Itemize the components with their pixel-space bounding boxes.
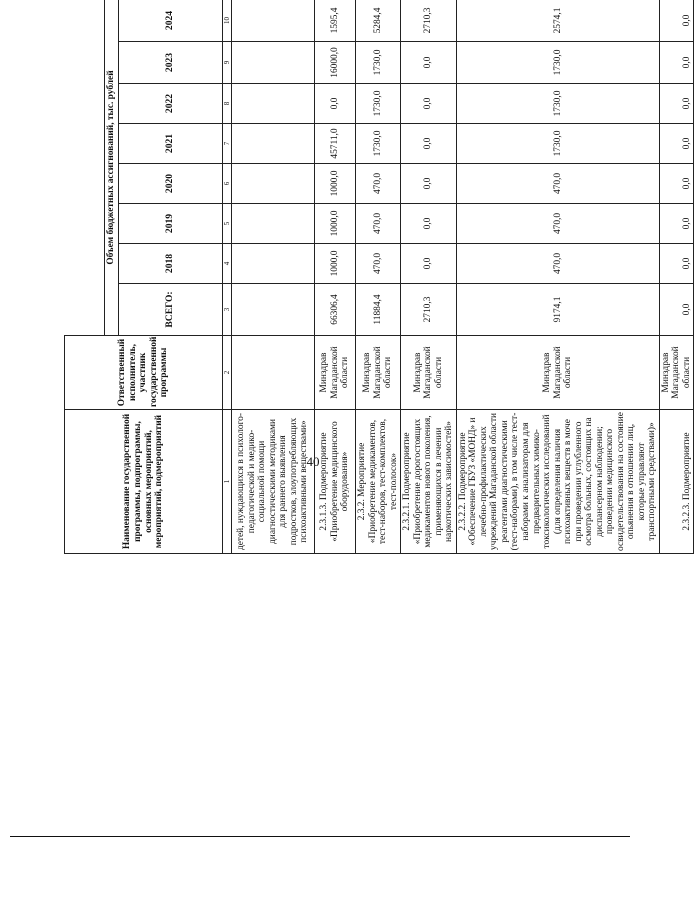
row-name: 2.3.2.1. Подмероприятие «Приобретение дорогостоящих медикаментов нового поколения, применяющихся в лечении наркотических зависимостей» [401, 410, 457, 554]
row-total: 9174,1 [456, 284, 659, 336]
row-value [232, 124, 315, 164]
row-value: 0,0 [401, 84, 457, 124]
row-value: 470,0 [356, 244, 401, 284]
row-value [232, 0, 315, 42]
row-total: 2710,3 [401, 284, 457, 336]
table-row [659, 0, 694, 554]
col-number: 1 [223, 410, 232, 554]
header-year: 2020 [119, 164, 223, 204]
col-number: 9 [223, 42, 232, 84]
row-executor: Минздрав Магаданской области [315, 336, 356, 410]
row-value [232, 204, 315, 244]
row-value: 1730,0 [356, 84, 401, 124]
col-number: 3 [223, 284, 232, 336]
table-row [315, 0, 356, 554]
row-value: 0,0 [659, 244, 694, 284]
row-value: 1000,0 [315, 204, 356, 244]
table-row [401, 0, 457, 554]
header-year: 2023 [119, 42, 223, 84]
row-value [232, 244, 315, 284]
row-name: 2.3.2.2. Подмероприятие «Обеспечение ГБУЗ «МОНД» и лечебно-профилактических учреждений Магаданской области реагентами диагностическими (тест-наборами), в том числе тест-наборами к анализаторам для предварительных химико-токсикологических исследований (для определения наличия психоактивных веществ в моче при проведении углубленного осмотра больных, состоящих на диспансерном наблюдении; проведении медицинского освидетельствования на состояние опьянения в отношении лиц, которые управляют транспортными средствами)» [456, 410, 659, 554]
row-value: 0,0 [659, 204, 694, 244]
row-value: 0,0 [659, 124, 694, 164]
header-year: 2018 [119, 244, 223, 284]
row-value: 0,0 [401, 42, 457, 84]
row-value: 1730,0 [456, 84, 659, 124]
row-value [232, 84, 315, 124]
table-row [356, 0, 401, 554]
col-number: 2 [223, 336, 232, 410]
row-executor: Минздрав Магаданской области [401, 336, 457, 410]
row-value: 1730,0 [456, 124, 659, 164]
row-value: 0,0 [659, 42, 694, 84]
row-executor: Минздрав Магаданской области [356, 336, 401, 410]
header-budget-group: Объем бюджетных ассигнований, тыс. рублей [105, 0, 119, 336]
header-year: 2022 [119, 84, 223, 124]
table-row [232, 0, 315, 554]
row-value: 470,0 [456, 244, 659, 284]
col-number: 7 [223, 124, 232, 164]
row-value [232, 164, 315, 204]
header-executor: Ответственный исполнитель, участник государственной программы [65, 336, 223, 410]
col-number: 4 [223, 244, 232, 284]
header-year: 2024 [119, 0, 223, 42]
row-name: 2.3.2. Мероприятие «Приобретение медикаментов, тест-наборов, тест-комплектов, тест-полосок» [356, 410, 401, 554]
row-value: 0,0 [401, 164, 457, 204]
page-number: 40 [306, 454, 320, 469]
row-value: 1730,0 [456, 42, 659, 84]
col-number: 8 [223, 84, 232, 124]
row-value: 0,0 [401, 244, 457, 284]
row-total: 66306,4 [315, 284, 356, 336]
row-executor: Минздрав Магаданской области [659, 336, 694, 410]
header-name: Наименование государственной программы, подпрограммы, основных мероприятий, мероприятий, подмероприятий [65, 410, 223, 554]
row-value [232, 42, 315, 84]
col-number: 10 [223, 0, 232, 42]
row-value: 0,0 [401, 124, 457, 164]
row-total: 11884,4 [356, 284, 401, 336]
row-value: 0,0 [659, 84, 694, 124]
header-year: 2019 [119, 204, 223, 244]
col-number: 5 [223, 204, 232, 244]
row-value: 0,0 [401, 204, 457, 244]
row-value: 1730,0 [356, 124, 401, 164]
row-value: 470,0 [356, 204, 401, 244]
row-value: 1000,0 [315, 244, 356, 284]
col-number: 6 [223, 164, 232, 204]
row-name: детей, нуждающихся в психолого-педагогической и медико-социальной помощи диагностическими методиками для раннего выявления подростков, злоупотребляющих психоактивными веществами» [232, 410, 315, 554]
header-total: ВСЕГО: [119, 284, 223, 336]
bottom-rule [10, 836, 630, 837]
row-name: 2.3.2.3. Подмероприятие [659, 410, 694, 554]
row-value: 470,0 [456, 204, 659, 244]
row-value: 470,0 [356, 164, 401, 204]
row-executor [232, 336, 315, 410]
row-executor: Минздрав Магаданской области [456, 336, 659, 410]
row-total [232, 284, 315, 336]
row-value: 2710,3 [401, 0, 457, 42]
row-total: 0,0 [659, 284, 694, 336]
row-value: 1000,0 [315, 164, 356, 204]
row-value: 2574,1 [456, 0, 659, 42]
row-value: 45711,0 [315, 124, 356, 164]
table-row [456, 0, 659, 554]
budget-table [64, 0, 694, 554]
row-value: 0,0 [659, 164, 694, 204]
row-value: 1730,0 [356, 42, 401, 84]
row-value: 470,0 [456, 164, 659, 204]
row-value: 5284,4 [356, 0, 401, 42]
row-value: 16000,0 [315, 42, 356, 84]
header-year: 2021 [119, 124, 223, 164]
row-value: 0,0 [659, 0, 694, 42]
row-value: 1595,4 [315, 0, 356, 42]
row-value: 0,0 [315, 84, 356, 124]
row-name: 2.3.1.3. Подмероприятие «Приобретение медицинского оборудования» [315, 410, 356, 554]
